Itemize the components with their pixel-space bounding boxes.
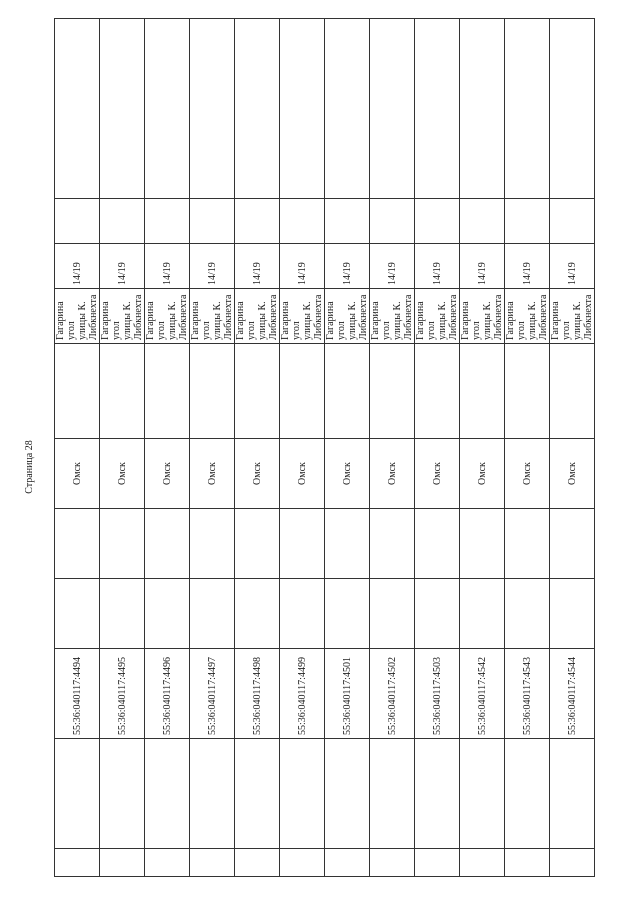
- empty-cell: [55, 19, 100, 199]
- city-cell: Омск: [415, 439, 460, 509]
- address-cell: Гагарина угол улицы К. Либкнехта: [460, 289, 505, 344]
- house-number-cell: 14/19: [415, 244, 460, 289]
- property-table: [54, 18, 595, 877]
- empty-cell: [55, 509, 100, 579]
- empty-cell: [55, 739, 100, 849]
- empty-cell: [145, 344, 190, 439]
- empty-cell: [370, 579, 415, 649]
- cadastral-number-cell: 55:36:040117:4496: [145, 649, 190, 739]
- house-number-cell: 14/19: [370, 244, 415, 289]
- house-number-cell: 14/19: [505, 244, 550, 289]
- empty-cell: [100, 849, 145, 877]
- empty-cell: [505, 344, 550, 439]
- empty-cell: [370, 849, 415, 877]
- empty-cell: [55, 579, 100, 649]
- table-row: [100, 19, 145, 877]
- empty-cell: [550, 509, 595, 579]
- empty-cell: [460, 509, 505, 579]
- table-row: [145, 19, 190, 877]
- empty-cell: [460, 19, 505, 199]
- empty-cell: [235, 509, 280, 579]
- empty-cell: [190, 199, 235, 244]
- empty-cell: [235, 19, 280, 199]
- empty-cell: [145, 199, 190, 244]
- empty-cell: [325, 579, 370, 649]
- cadastral-number-cell: 55:36:040117:4497: [190, 649, 235, 739]
- empty-cell: [415, 19, 460, 199]
- empty-cell: [190, 344, 235, 439]
- city-cell: Омск: [145, 439, 190, 509]
- city-cell: Омск: [325, 439, 370, 509]
- address-cell: Гагарина угол улицы К. Либкнехта: [55, 289, 100, 344]
- table-row: [280, 19, 325, 877]
- table-row: [55, 19, 100, 877]
- empty-cell: [100, 344, 145, 439]
- house-number-cell: 14/19: [145, 244, 190, 289]
- empty-cell: [415, 344, 460, 439]
- empty-cell: [280, 579, 325, 649]
- empty-cell: [460, 344, 505, 439]
- empty-cell: [415, 849, 460, 877]
- house-number-cell: 14/19: [550, 244, 595, 289]
- empty-cell: [460, 199, 505, 244]
- empty-cell: [280, 509, 325, 579]
- empty-cell: [190, 509, 235, 579]
- page-number-label: Страница 28: [24, 440, 35, 494]
- empty-cell: [190, 19, 235, 199]
- empty-cell: [505, 19, 550, 199]
- cadastral-number-cell: 55:36:040117:4503: [415, 649, 460, 739]
- cadastral-number-cell: 55:36:040117:4494: [55, 649, 100, 739]
- empty-cell: [460, 579, 505, 649]
- empty-cell: [325, 344, 370, 439]
- city-cell: Омск: [550, 439, 595, 509]
- empty-cell: [280, 19, 325, 199]
- table-row: [550, 19, 595, 877]
- empty-cell: [370, 344, 415, 439]
- empty-cell: [415, 509, 460, 579]
- table-row: [370, 19, 415, 877]
- empty-cell: [235, 579, 280, 649]
- empty-cell: [145, 849, 190, 877]
- empty-cell: [415, 199, 460, 244]
- empty-cell: [55, 199, 100, 244]
- empty-cell: [145, 739, 190, 849]
- cadastral-number-cell: 55:36:040117:4501: [325, 649, 370, 739]
- cadastral-number-cell: 55:36:040117:4499: [280, 649, 325, 739]
- house-number-cell: 14/19: [235, 244, 280, 289]
- house-number-cell: 14/19: [100, 244, 145, 289]
- city-cell: Омск: [505, 439, 550, 509]
- address-cell: Гагарина угол улицы К. Либкнехта: [370, 289, 415, 344]
- empty-cell: [505, 199, 550, 244]
- house-number-cell: 14/19: [325, 244, 370, 289]
- empty-cell: [145, 19, 190, 199]
- empty-cell: [370, 199, 415, 244]
- empty-cell: [460, 849, 505, 877]
- city-cell: Омск: [460, 439, 505, 509]
- empty-cell: [235, 849, 280, 877]
- empty-cell: [235, 199, 280, 244]
- city-cell: Омск: [100, 439, 145, 509]
- empty-cell: [145, 579, 190, 649]
- empty-cell: [55, 849, 100, 877]
- empty-cell: [370, 19, 415, 199]
- address-cell: Гагарина угол улицы К. Либкнехта: [280, 289, 325, 344]
- empty-cell: [325, 19, 370, 199]
- empty-cell: [550, 344, 595, 439]
- table-row: [325, 19, 370, 877]
- empty-cell: [190, 849, 235, 877]
- address-cell: Гагарина угол улицы К. Либкнехта: [190, 289, 235, 344]
- empty-cell: [100, 739, 145, 849]
- city-cell: Омск: [55, 439, 100, 509]
- empty-cell: [100, 579, 145, 649]
- empty-cell: [145, 509, 190, 579]
- table-row: [505, 19, 550, 877]
- empty-cell: [235, 344, 280, 439]
- empty-cell: [190, 739, 235, 849]
- house-number-cell: 14/19: [460, 244, 505, 289]
- city-cell: Омск: [370, 439, 415, 509]
- house-number-cell: 14/19: [280, 244, 325, 289]
- address-cell: Гагарина угол улицы К. Либкнехта: [325, 289, 370, 344]
- empty-cell: [550, 19, 595, 199]
- city-cell: Омск: [280, 439, 325, 509]
- table-row: [190, 19, 235, 877]
- city-cell: Омск: [235, 439, 280, 509]
- empty-cell: [325, 849, 370, 877]
- cadastral-number-cell: 55:36:040117:4542: [460, 649, 505, 739]
- empty-cell: [460, 739, 505, 849]
- empty-cell: [550, 579, 595, 649]
- city-cell: Омск: [190, 439, 235, 509]
- empty-cell: [505, 739, 550, 849]
- empty-cell: [325, 199, 370, 244]
- empty-cell: [370, 509, 415, 579]
- empty-cell: [550, 849, 595, 877]
- table-row: [460, 19, 505, 877]
- house-number-cell: 14/19: [55, 244, 100, 289]
- house-number-cell: 14/19: [190, 244, 235, 289]
- table-row: [415, 19, 460, 877]
- empty-cell: [505, 849, 550, 877]
- empty-cell: [190, 579, 235, 649]
- empty-cell: [415, 579, 460, 649]
- empty-cell: [100, 19, 145, 199]
- empty-cell: [235, 739, 280, 849]
- address-cell: Гагарина угол улицы К. Либкнехта: [235, 289, 280, 344]
- empty-cell: [370, 739, 415, 849]
- empty-cell: [325, 509, 370, 579]
- address-cell: Гагарина угол улицы К. Либкнехта: [415, 289, 460, 344]
- address-cell: Гагарина угол улицы К. Либкнехта: [145, 289, 190, 344]
- empty-cell: [280, 739, 325, 849]
- empty-cell: [550, 739, 595, 849]
- empty-cell: [280, 849, 325, 877]
- cadastral-number-cell: 55:36:040117:4498: [235, 649, 280, 739]
- empty-cell: [325, 739, 370, 849]
- cadastral-number-cell: 55:36:040117:4495: [100, 649, 145, 739]
- cadastral-number-cell: 55:36:040117:4543: [505, 649, 550, 739]
- table-body: [55, 19, 595, 877]
- empty-cell: [55, 344, 100, 439]
- cadastral-number-cell: 55:36:040117:4502: [370, 649, 415, 739]
- address-cell: Гагарина угол улицы К. Либкнехта: [505, 289, 550, 344]
- empty-cell: [415, 739, 460, 849]
- table-row: [235, 19, 280, 877]
- empty-cell: [280, 344, 325, 439]
- address-cell: Гагарина угол улицы К. Либкнехта: [100, 289, 145, 344]
- empty-cell: [100, 199, 145, 244]
- address-cell: Гагарина угол улицы К. Либкнехта: [550, 289, 595, 344]
- empty-cell: [550, 199, 595, 244]
- empty-cell: [505, 579, 550, 649]
- cadastral-number-cell: 55:36:040117:4544: [550, 649, 595, 739]
- empty-cell: [100, 509, 145, 579]
- rotated-content: [24, 19, 594, 877]
- empty-cell: [280, 199, 325, 244]
- empty-cell: [505, 509, 550, 579]
